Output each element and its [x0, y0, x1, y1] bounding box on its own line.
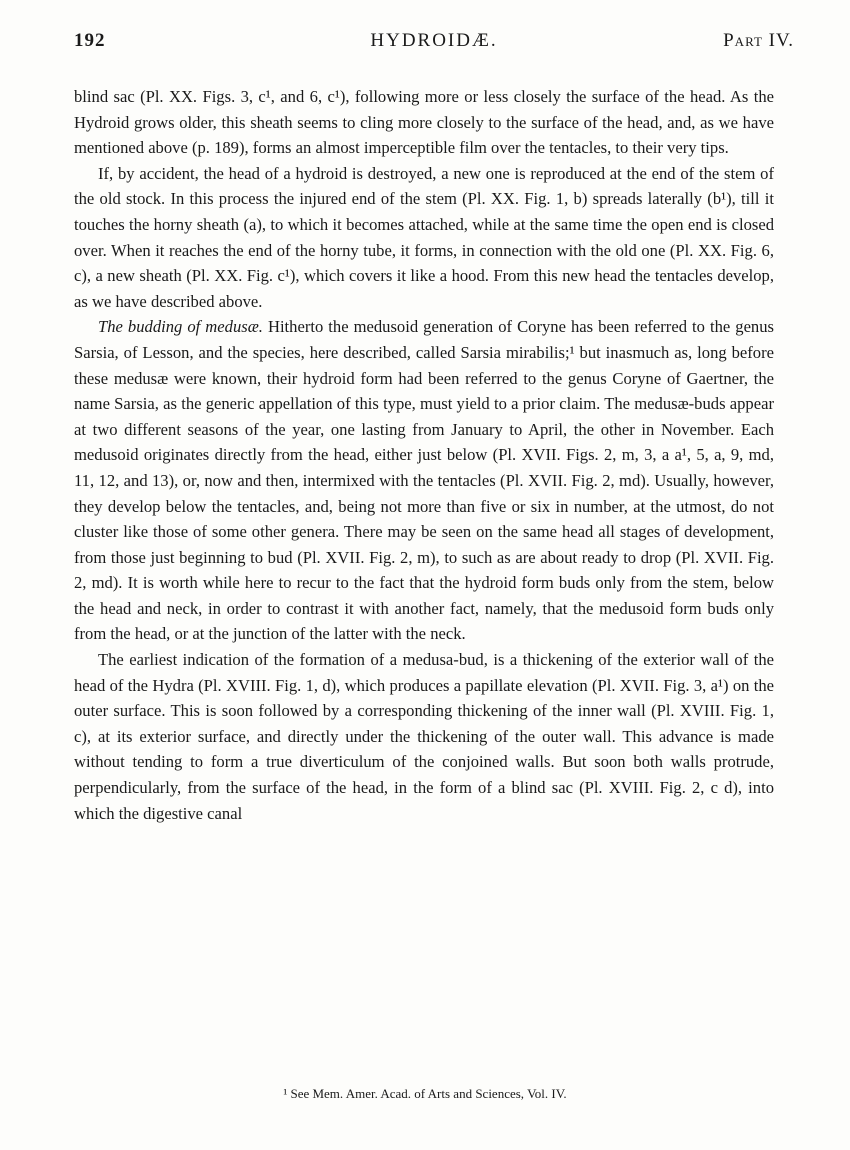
running-header — [74, 30, 794, 60]
paragraph-budding — [74, 314, 774, 647]
section-lead: The budding of medusæ. — [98, 317, 263, 337]
paragraph-text: Hitherto the medusoid generation of Coryne has been referred to the genus Sarsia, of Lesson, and the species, here described, called Sarsia mirabilis;¹ but inasmuch as, long before these medusæ were known, their hydroid form had been referred to the genus Coryne of Gaertner, the name Sarsia, as the generic appellation of this type, must yield to a prior claim. The medusæ-buds appear at two different seasons of the year, one lasting from January to April, the other in November. Each medusoid originates directly from the head, either just below (Pl. XVII. Figs. 2, m, 3, a a¹, 5, a, 9, md, 11, 12, and 13), or, now and then, intermixed with the tentacles (Pl. XVII. Fig. 2, md). Usually, however, they develop below the tentacles, and, being not more than five or six in number, at the utmost, do not cluster like those of some other genera. There may be seen on the same head all stages of development, from those just beginning to bud (Pl. XVII. Fig. 2, m), to such as are about ready to drop (Pl. XVII. Fig. 2, md). It is worth while here to recur to the fact that the hydroid form buds only from the stem, below the head and neck, in order to contrast it with another fact, namely, that the medusoid form buds only from the head, or at the junction of the latter with the neck. — [74, 317, 774, 644]
paragraph: The earliest indication of the formation of a medusa-bud, is a thickening of the exterior wall of the head of the Hydra (Pl. XVIII. Fig. 1, d), which produces a papillate elevation (Pl. XVII. Fig. 3, a¹) on the outer surface. This is soon followed by a corresponding thickening of the inner wall (Pl. XVIII. Fig. 1, c), at its exterior surface, and directly under the thickening of the outer wall. This advance is made without tending to form a true diverticulum of the conjoined walls. But soon both walls protrude, perpendicularly, from the surface of the head, in the form of a blind sac (Pl. XVIII. Fig. 2, c d), into which the digestive canal — [74, 650, 774, 823]
page-number: 192 — [74, 30, 106, 51]
running-title: HYDROIDÆ. — [370, 30, 498, 51]
paragraph: If, by accident, the head of a hydroid is destroyed, a new one is reproduced at the end of the stem of the old stock. In this process the injured end of the stem (Pl. XX. Fig. 1, b) spreads laterally (b¹), till it touches the horny sheath (a), to which it becomes attached, while at the same time the open end is closed over. When it reaches the end of the horny tube, it forms, in connection with the old one (Pl. XX. Fig. 6, c), a new sheath (Pl. XX. Fig. c¹), which covers it like a hood. From this new head the tentacles develop, as we have described above. — [74, 163, 774, 311]
footnote: ¹ See Mem. Amer. Acad. of Arts and Sciences, Vol. IV. — [283, 1086, 567, 1101]
part-label: Part IV. — [723, 30, 794, 51]
paragraph-continued: blind sac (Pl. XX. Figs. 3, c¹, and 6, c¹), following more or less closely the surface of the head. As the Hydroid grows older, this sheath seems to cling more closely to the surface of the head, and, as we have mentioned above (p. 189), forms an almost imperceptible film over the tentacles, to their very tips. — [74, 87, 774, 158]
body-text — [74, 84, 774, 826]
